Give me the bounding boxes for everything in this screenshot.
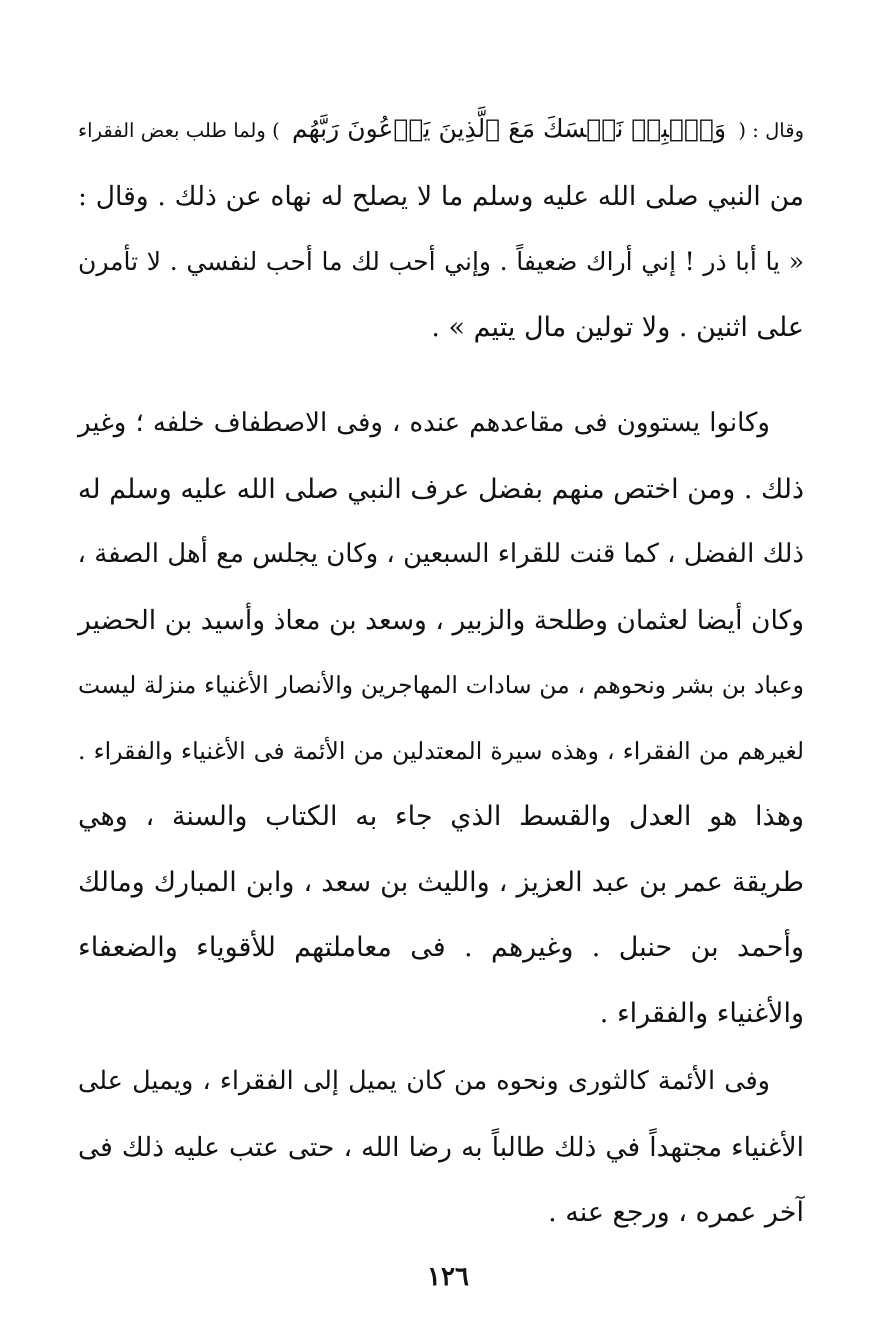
text-line: ذلك . ومن اختص منهم بفضل عرف النبي صلى الله عليه وسلم له [77, 473, 804, 505]
text-line: آخر عمره ، ورجع عنه . [548, 1197, 804, 1228]
text-line: الأغنياء مجتهداً في ذلك طالباً به رضا الله ، حتى عتب عليه ذلك فى [78, 1131, 804, 1163]
text-line: « يا أبا ذر ! إني أراك ضعيفاً . وإني أحب لك ما أحب لنفسي . لا تأمرن [78, 247, 804, 276]
paragraph-1 [78, 96, 804, 360]
text-segment: وقال : ( [738, 119, 804, 142]
quran-verse: وَٱصۡبِرۡ نَفۡسَكَ مَعَ ٱلَّذِينَ يَدۡعُونَ رَبَّهُم [292, 114, 727, 143]
text-line: ذلك الفضل ، كما قنت للقراء السبعين ، وكان يجلس مع أهل الصفة ، [77, 539, 804, 569]
text-line: طريقة عمر بن عبد العزيز ، والليث بن سعد ، وابن المبارك ومالك [78, 866, 804, 898]
text-line: وكانوا يستوون فى مقاعدهم عنده ، وفى الاصطفاف خلفه ؛ وغير [78, 408, 770, 438]
paragraph-2 [78, 391, 804, 1046]
text-segment: ) ولما طلب بعض الفقراء [78, 119, 280, 142]
text-line: وفى الأئمة كالثورى ونحوه من كان يميل إلى الفقراء ، ويميل على [78, 1066, 770, 1096]
text-line: لغيرهم من الفقراء ، وهذه سيرة المعتدلين من الأئمة فى الأغنياء والفقراء . [78, 736, 804, 765]
text-line: من النبي صلى الله عليه وسلم ما لا يصلح له نهاه عن ذلك . وقال : [78, 180, 804, 212]
text-line: وأحمد بن حنبل . وغيرهم . فى معاملتهم للأقوياء والضعفاء [78, 932, 804, 963]
text-line: وهذا هو العدل والقسط الذي جاء به الكتاب والسنة ، وهي [78, 801, 804, 832]
text-line: وكان أيضا لعثمان وطلحة والزبير ، وسعد بن معاذ وأسيد بن الحضير [78, 604, 804, 636]
text-line: والأغنياء والفقراء . [599, 997, 804, 1029]
text-line: على اثنين . ولا تولين مال يتيم » . [431, 311, 804, 343]
text-line: وعباد بن بشر ونحوهم ، من سادات المهاجرين والأنصار الأغنياء منزلة ليست [78, 671, 804, 699]
page-number: ١٢٦ [427, 1262, 469, 1292]
text-line [78, 96, 804, 164]
paragraph-3 [78, 1049, 804, 1246]
